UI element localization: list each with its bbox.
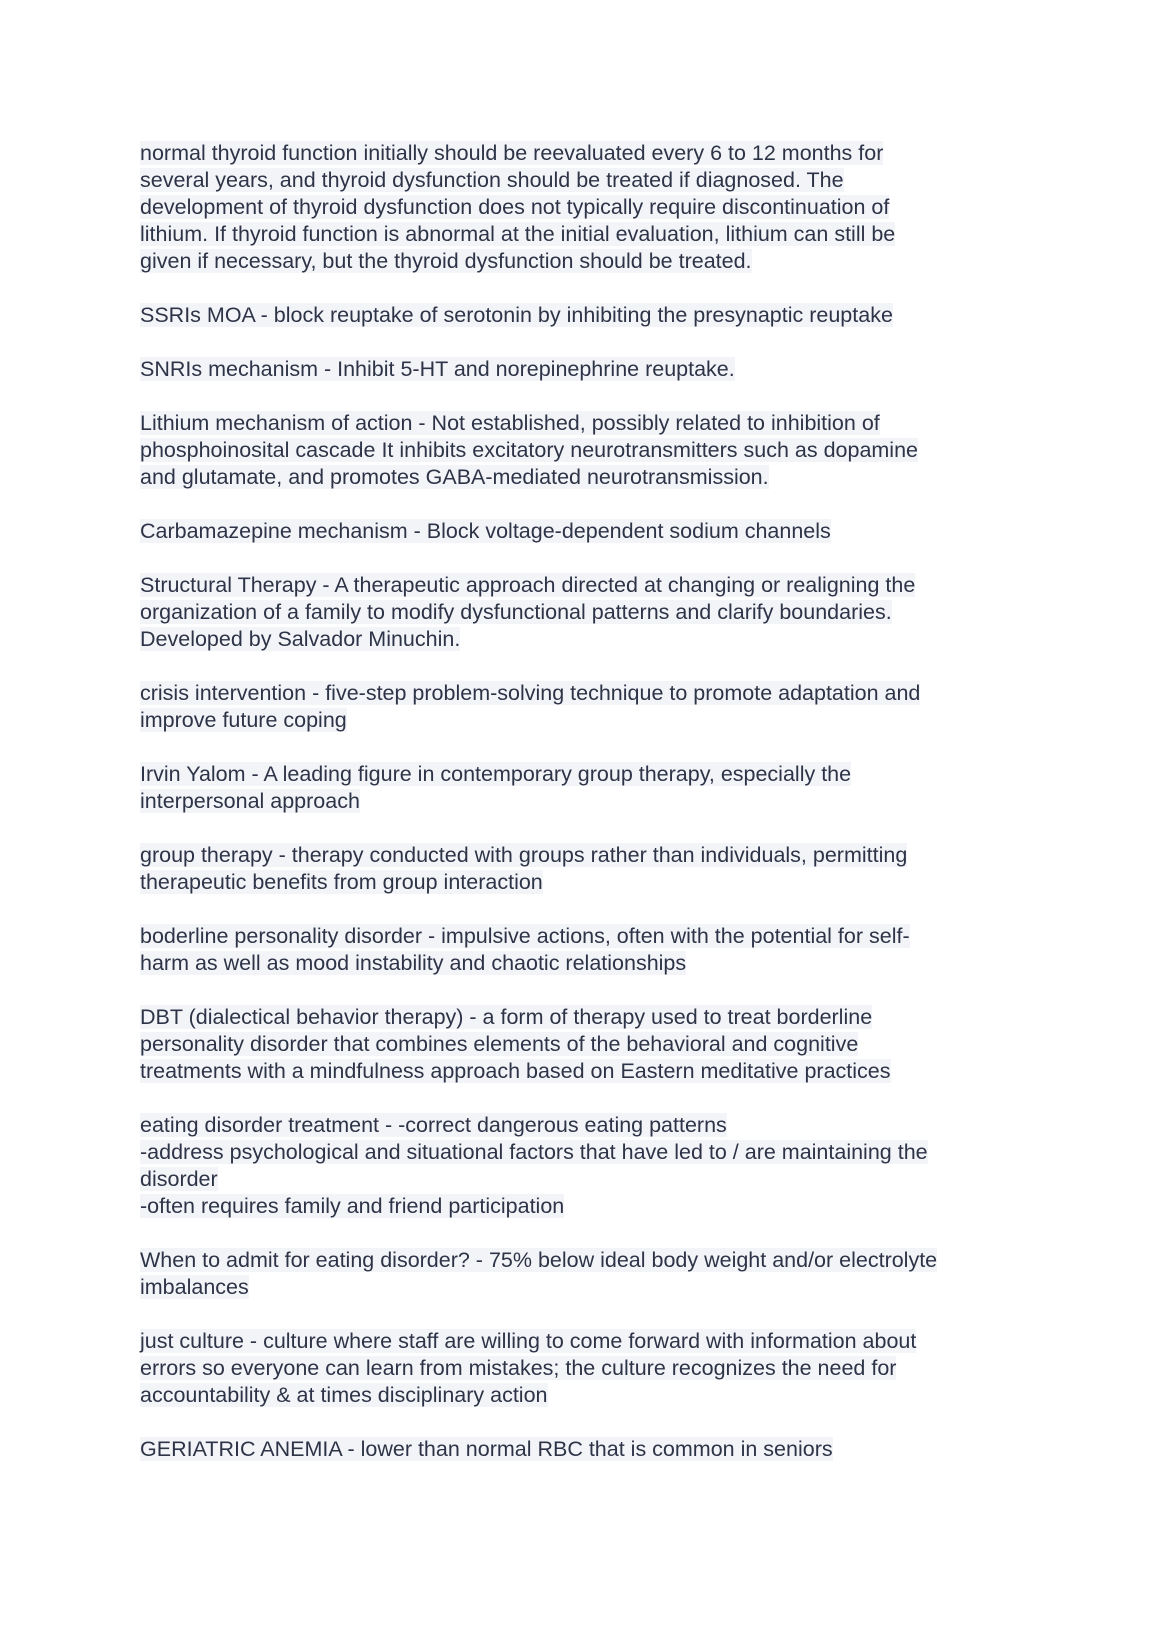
text-line: Irvin Yalom - A leading figure in contemporary group therapy, especially the	[140, 762, 852, 786]
text-line: just culture - culture where staff are willing to come forward with information about	[140, 1329, 917, 1353]
text-line: -often requires family and friend participation	[140, 1194, 565, 1218]
paragraph-thyroid-monitoring	[140, 140, 1040, 275]
paragraph-eating-disorder-admission	[140, 1247, 1040, 1301]
text-line: eating disorder treatment - -correct dangerous eating patterns	[140, 1113, 727, 1137]
paragraph-crisis-intervention	[140, 680, 1040, 734]
text-line: When to admit for eating disorder? - 75% below ideal body weight and/or electrolyte	[140, 1248, 938, 1272]
text-line: interpersonal approach	[140, 789, 360, 813]
paragraph-ssris	[140, 302, 1040, 329]
paragraph-group-therapy	[140, 842, 1040, 896]
text-line: Structural Therapy - A therapeutic approach directed at changing or realigning the	[140, 573, 916, 597]
document-page	[140, 140, 1040, 1490]
text-line: SSRIs MOA - block reuptake of serotonin by inhibiting the presynaptic reuptake	[140, 303, 893, 327]
text-line: disorder	[140, 1167, 218, 1191]
text-line: lithium. If thyroid function is abnormal at the initial evaluation, lithium can still be	[140, 222, 896, 246]
text-line: -address psychological and situational factors that have led to / are maintaining the	[140, 1140, 928, 1164]
text-line: normal thyroid function initially should be reevaluated every 6 to 12 months for	[140, 141, 884, 165]
text-line: errors so everyone can learn from mistakes; the culture recognizes the need for	[140, 1356, 897, 1380]
paragraph-dbt	[140, 1004, 1040, 1085]
text-line: several years, and thyroid dysfunction should be treated if diagnosed. The	[140, 168, 844, 192]
text-line: treatments with a mindfulness approach based on Eastern meditative practices	[140, 1059, 891, 1083]
text-line: SNRIs mechanism - Inhibit 5-HT and norepinephrine reuptake.	[140, 357, 735, 381]
text-line: and glutamate, and promotes GABA-mediated neurotransmission.	[140, 465, 769, 489]
paragraph-lithium-mechanism	[140, 410, 1040, 491]
text-line: GERIATRIC ANEMIA - lower than normal RBC that is common in seniors	[140, 1437, 833, 1461]
text-line: boderline personality disorder - impulsive actions, often with the potential for self-	[140, 924, 910, 948]
text-line: development of thyroid dysfunction does not typically require discontinuation of	[140, 195, 890, 219]
text-line: accountability & at times disciplinary action	[140, 1383, 548, 1407]
paragraph-snris	[140, 356, 1040, 383]
paragraph-borderline	[140, 923, 1040, 977]
paragraph-irvin-yalom	[140, 761, 1040, 815]
text-line: crisis intervention - five-step problem-solving technique to promote adaptation and	[140, 681, 921, 705]
text-line: harm as well as mood instability and chaotic relationships	[140, 951, 687, 975]
text-line: phosphoinosital cascade It inhibits excitatory neurotransmitters such as dopamine	[140, 438, 918, 462]
text-line: imbalances	[140, 1275, 249, 1299]
text-line: group therapy - therapy conducted with groups rather than individuals, permitting	[140, 843, 908, 867]
text-line: therapeutic benefits from group interaction	[140, 870, 543, 894]
paragraph-structural-therapy	[140, 572, 1040, 653]
text-line: Carbamazepine mechanism - Block voltage-dependent sodium channels	[140, 519, 831, 543]
text-line: Lithium mechanism of action - Not established, possibly related to inhibition of	[140, 411, 880, 435]
text-line: DBT (dialectical behavior therapy) - a form of therapy used to treat borderline	[140, 1005, 873, 1029]
paragraph-geriatric-anemia	[140, 1436, 1040, 1463]
text-line: personality disorder that combines elements of the behavioral and cognitive	[140, 1032, 859, 1056]
text-line: Developed by Salvador Minuchin.	[140, 627, 461, 651]
paragraph-eating-disorder-treatment	[140, 1112, 1040, 1220]
text-line: organization of a family to modify dysfunctional patterns and clarify boundaries.	[140, 600, 892, 624]
text-line: given if necessary, but the thyroid dysfunction should be treated.	[140, 249, 752, 273]
paragraph-just-culture	[140, 1328, 1040, 1409]
text-line: improve future coping	[140, 708, 347, 732]
paragraph-carbamazepine	[140, 518, 1040, 545]
